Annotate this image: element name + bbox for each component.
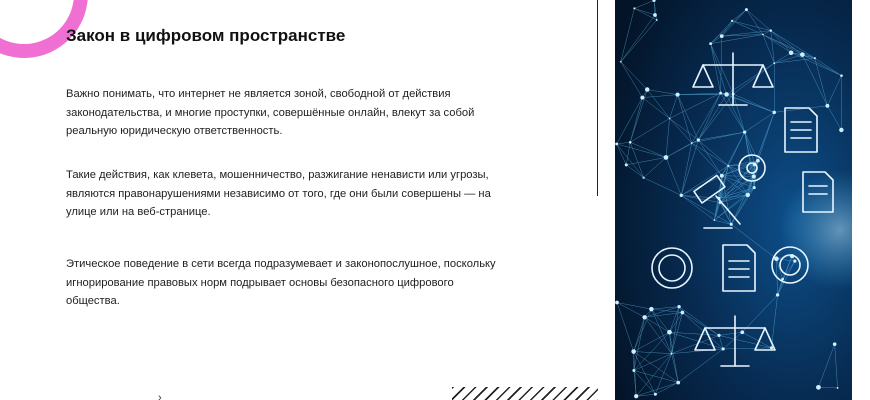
network-node bbox=[631, 349, 636, 354]
network-node bbox=[709, 42, 712, 45]
network-node bbox=[640, 96, 644, 100]
network-node bbox=[727, 165, 729, 167]
network-node bbox=[776, 293, 779, 296]
network-node bbox=[697, 138, 700, 141]
network-node bbox=[724, 92, 728, 96]
network-node bbox=[833, 342, 837, 346]
network-node bbox=[731, 20, 733, 22]
network-node bbox=[620, 61, 622, 63]
network-node bbox=[789, 50, 794, 55]
network-node bbox=[837, 387, 839, 389]
network-node bbox=[773, 62, 775, 64]
network-node bbox=[642, 315, 646, 319]
network-node bbox=[800, 52, 805, 57]
network-node bbox=[770, 346, 773, 349]
network-node bbox=[677, 305, 680, 308]
network-node bbox=[743, 130, 746, 133]
network-node bbox=[746, 193, 750, 197]
network-node bbox=[664, 155, 669, 160]
network-node bbox=[720, 34, 724, 38]
network-node bbox=[625, 163, 628, 166]
network-node bbox=[629, 141, 632, 144]
network-node bbox=[814, 57, 816, 59]
network-node bbox=[756, 159, 760, 163]
network-node bbox=[615, 301, 619, 305]
network-node bbox=[667, 330, 672, 335]
network-node bbox=[816, 385, 821, 390]
network-node bbox=[676, 93, 680, 97]
network-node bbox=[654, 393, 657, 396]
network-node bbox=[643, 177, 645, 179]
network-node bbox=[740, 330, 744, 334]
network-node bbox=[752, 174, 756, 178]
network-node bbox=[840, 74, 843, 77]
digital-law-illustration bbox=[615, 0, 852, 400]
network-node bbox=[717, 334, 720, 337]
network-node bbox=[825, 104, 829, 108]
slide-title: Закон в цифровом пространстве bbox=[66, 26, 346, 45]
paragraph-2: Такие действия, как клевета, мошенничество, разжигание ненависти или угрозы, являются правонарушениями независимо от того, где они были совершены — на улице или на веб-странице. bbox=[66, 169, 491, 218]
paragraph-3: Этическое поведение в сети всегда подразумевает и законопослушное, поскольку игнорирование правовых норм подрывает основы безопасного цифрового общества. bbox=[66, 258, 496, 307]
network-node bbox=[722, 347, 725, 350]
vertical-divider bbox=[597, 0, 598, 196]
network-node bbox=[772, 111, 776, 115]
network-node bbox=[633, 7, 635, 9]
network-node bbox=[649, 307, 653, 311]
network-node bbox=[745, 8, 748, 11]
network-node bbox=[770, 29, 772, 31]
network-node bbox=[691, 142, 693, 144]
network-node bbox=[671, 353, 673, 355]
network-node bbox=[656, 19, 658, 21]
network-node bbox=[615, 142, 618, 145]
network-node bbox=[793, 260, 796, 263]
network-node bbox=[839, 128, 843, 132]
network-node bbox=[720, 174, 724, 178]
network-node bbox=[669, 118, 671, 120]
network-node bbox=[774, 256, 779, 261]
hatch-decoration bbox=[452, 387, 598, 400]
paragraph-1: Важно понимать, что интернет не является зоной, свободной от действия законодательства, и многие проступки, совершённые онлайн, влекут за собой реальную юридическую ответственность. bbox=[66, 88, 475, 137]
network-node bbox=[653, 13, 657, 17]
network-node bbox=[680, 194, 683, 197]
network-node bbox=[645, 87, 650, 92]
right-edge-strip bbox=[852, 0, 870, 400]
network-node bbox=[634, 394, 638, 398]
network-node bbox=[762, 34, 764, 36]
network-node bbox=[632, 369, 635, 372]
network-node bbox=[730, 223, 733, 226]
network-node bbox=[719, 92, 722, 95]
network-node bbox=[753, 186, 756, 189]
network-node bbox=[714, 219, 716, 221]
network-node bbox=[681, 311, 685, 315]
network-node bbox=[676, 381, 680, 385]
arrow-icon: › bbox=[158, 392, 162, 400]
